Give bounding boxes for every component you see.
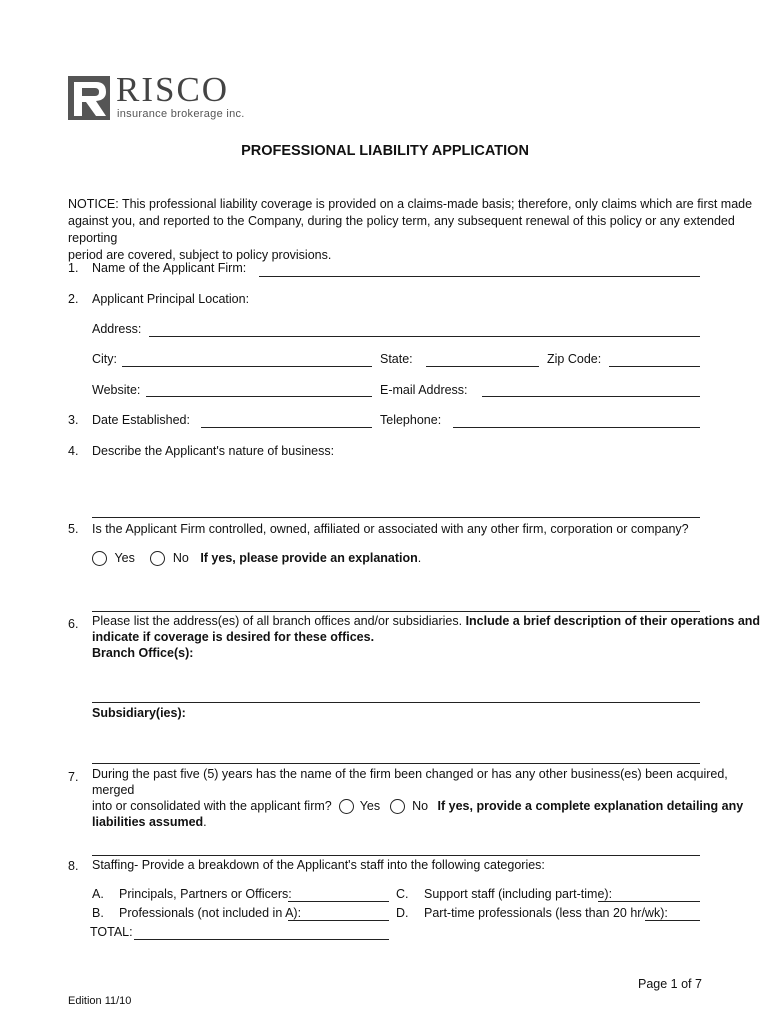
- city-label: City:: [92, 352, 117, 366]
- q7-no-label: No: [412, 799, 429, 813]
- q5-note-end: .: [417, 551, 422, 565]
- q6-text-bold-2: indicate if coverage is desired for these offices.: [92, 630, 375, 644]
- staff-total-label: TOTAL:: [90, 925, 133, 939]
- edition-label: Edition 11/10: [68, 995, 132, 1007]
- q5-no-label: No: [172, 551, 189, 565]
- logo-name: RISCO: [116, 70, 230, 109]
- q6-text-bold-1: Include a brief description of their operations and: [465, 614, 761, 628]
- staff-total-field[interactable]: [134, 939, 389, 940]
- q7-no-radio[interactable]: [390, 799, 405, 814]
- staff-d-letter: D.: [396, 906, 409, 920]
- email-label: E-mail Address:: [380, 383, 468, 397]
- staff-b-field[interactable]: [288, 920, 389, 921]
- zip-label: Zip Code:: [547, 352, 602, 366]
- website-label: Website:: [92, 383, 141, 397]
- applicant-firm-name-field[interactable]: [259, 276, 700, 277]
- state-field[interactable]: [426, 366, 539, 367]
- notice-text: [68, 196, 770, 264]
- q5-note: If yes, please provide an explanation: [200, 551, 418, 565]
- staff-d-field[interactable]: [645, 920, 700, 921]
- logo-subtitle: insurance brokerage inc.: [117, 108, 245, 120]
- q6-text-plain: Please list the address(es) of all branch offices and/or subsidiaries.: [92, 614, 466, 628]
- staff-a-label: Principals, Partners or Officers:: [119, 887, 292, 901]
- address-label: Address:: [92, 322, 142, 336]
- q2-label: Applicant Principal Location:: [92, 292, 250, 306]
- q7-end: .: [203, 815, 207, 830]
- q7-explanation-field[interactable]: [92, 855, 700, 856]
- q1-number: 1.: [68, 261, 79, 275]
- subsidiaries-label: Subsidiary(ies):: [92, 706, 186, 720]
- telephone-label: Telephone:: [380, 413, 442, 427]
- telephone-field[interactable]: [453, 427, 700, 428]
- staff-a-field[interactable]: [288, 901, 389, 902]
- staff-a-letter: A.: [92, 887, 104, 901]
- q5-label: Is the Applicant Firm controlled, owned, affiliated or associated with any other firm, corporation or company?: [92, 522, 689, 536]
- q7-line-2: into or consolidated with the applicant firm?: [92, 799, 332, 813]
- page-number: Page 1 of 7: [638, 977, 702, 991]
- staff-d-label: Part-time professionals (less than 20 hr/wk):: [424, 906, 668, 920]
- q4-label: Describe the Applicant's nature of business:: [92, 444, 335, 458]
- address-field[interactable]: [149, 336, 700, 337]
- q8-number: 8.: [68, 859, 79, 873]
- q8-label: Staffing- Provide a breakdown of the Applicant's staff into the following categories:: [92, 858, 545, 872]
- q1-label: Name of the Applicant Firm:: [92, 261, 247, 275]
- notice-line-3: period are covered, subject to policy provisions.: [68, 248, 332, 262]
- notice-line-1: NOTICE: This professional liability coverage is provided on a claims-made basis; therefore, only claims which are first made: [68, 197, 753, 211]
- email-field[interactable]: [482, 396, 700, 397]
- q7-text: [92, 766, 770, 830]
- q4-number: 4.: [68, 444, 79, 458]
- q6-number: 6.: [68, 617, 79, 631]
- q5-number: 5.: [68, 522, 79, 536]
- q7-bold-1: If yes, provide a complete explanation detailing any: [437, 799, 744, 813]
- staff-c-label: Support staff (including part-time):: [424, 887, 613, 901]
- branch-offices-label: Branch Office(s):: [92, 646, 194, 660]
- staff-b-letter: B.: [92, 906, 104, 920]
- q2-number: 2.: [68, 292, 79, 306]
- staff-c-letter: C.: [396, 887, 409, 901]
- risco-logo-mark: [68, 76, 110, 120]
- website-field[interactable]: [146, 396, 372, 397]
- state-label: State:: [380, 352, 413, 366]
- zip-field[interactable]: [609, 366, 700, 367]
- q5-no-radio[interactable]: [150, 551, 165, 566]
- business-description-field[interactable]: [92, 517, 700, 518]
- date-established-label: Date Established:: [92, 413, 190, 427]
- q7-yes-radio[interactable]: [339, 799, 354, 814]
- q5-options: [92, 551, 421, 566]
- city-field[interactable]: [122, 366, 372, 367]
- q7-yes-label: Yes: [359, 799, 381, 813]
- q7-bold-2: liabilities assumed: [92, 815, 204, 830]
- page-title: PROFESSIONAL LIABILITY APPLICATION: [241, 143, 529, 159]
- branch-offices-field[interactable]: [92, 702, 700, 703]
- q5-explanation-field[interactable]: [92, 611, 700, 612]
- q5-yes-label: Yes: [114, 551, 135, 565]
- q3-number: 3.: [68, 413, 79, 427]
- date-established-field[interactable]: [201, 427, 372, 428]
- staff-c-field[interactable]: [598, 901, 700, 902]
- q5-yes-radio[interactable]: [92, 551, 107, 566]
- notice-line-2: against you, and reported to the Company, during the policy term, any subsequent renewal of this policy or any extended reporting: [68, 214, 735, 245]
- q7-line-1: During the past five (5) years has the name of the firm been changed or has any other business(es) been acquired, merged: [92, 767, 728, 797]
- subsidiaries-field[interactable]: [92, 763, 700, 764]
- q6-text: [92, 613, 760, 661]
- staff-b-label: Professionals (not included in A):: [119, 906, 302, 920]
- q7-number: 7.: [68, 770, 79, 784]
